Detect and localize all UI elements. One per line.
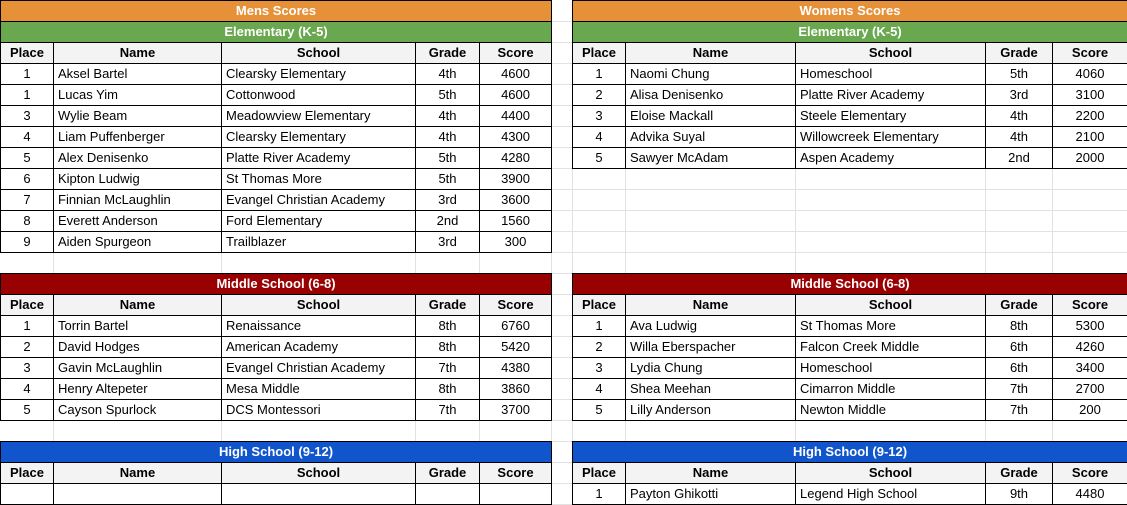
table-row	[1, 379, 552, 400]
cell-place[interactable]: 5	[1, 400, 54, 421]
womens-high-table	[572, 441, 1127, 505]
cell-name[interactable]: Advika Suyal	[626, 127, 796, 148]
cell-grade[interactable]: 7th	[986, 400, 1053, 421]
table-row	[1, 232, 552, 253]
mens-middle-label: Middle School (6-8)	[1, 274, 552, 295]
cell-school[interactable]: Legend High School	[796, 484, 986, 505]
cell-name[interactable]: Shea Meehan	[626, 379, 796, 400]
cell-grade[interactable]: 8th	[416, 379, 480, 400]
cell-score[interactable]: 6760	[480, 316, 552, 337]
cell-school[interactable]: American Academy	[222, 337, 416, 358]
cell-name[interactable]: Finnian McLaughlin	[54, 190, 222, 211]
cell-school[interactable]: Cottonwood	[222, 85, 416, 106]
cell-score[interactable]: 2000	[1053, 148, 1127, 169]
cell-score[interactable]: 2100	[1053, 127, 1127, 148]
cell-score[interactable]: 3900	[480, 169, 552, 190]
cell-school[interactable]: Mesa Middle	[222, 379, 416, 400]
header-place: Place	[1, 295, 54, 316]
table-row	[573, 316, 1127, 337]
cell-name[interactable]: Naomi Chung	[626, 64, 796, 85]
header-name: Name	[54, 463, 222, 484]
cell-place[interactable]: 2	[573, 337, 626, 358]
header-place: Place	[573, 43, 626, 64]
header-school: School	[796, 295, 986, 316]
womens-elementary-table	[572, 0, 1127, 169]
cell-school[interactable]: Platte River Academy	[796, 85, 986, 106]
header-grade: Grade	[416, 295, 480, 316]
table-row	[573, 64, 1127, 85]
cell-score[interactable]	[480, 484, 552, 505]
cell-name[interactable]: Everett Anderson	[54, 211, 222, 232]
cell-grade[interactable]: 8th	[986, 316, 1053, 337]
header-name: Name	[54, 43, 222, 64]
mens-middle-table	[0, 273, 552, 421]
table-row	[1, 64, 552, 85]
cell-score[interactable]: 200	[1053, 400, 1127, 421]
header-score: Score	[480, 43, 552, 64]
header-name: Name	[626, 43, 796, 64]
cell-name[interactable]: David Hodges	[54, 337, 222, 358]
header-school: School	[222, 43, 416, 64]
table-row	[1, 148, 552, 169]
cell-school[interactable]: Meadowview Elementary	[222, 106, 416, 127]
cell-school[interactable]: DCS Montessori	[222, 400, 416, 421]
cell-name[interactable]: Ava Ludwig	[626, 316, 796, 337]
table-row	[1, 400, 552, 421]
header-grade: Grade	[986, 295, 1053, 316]
cell-score[interactable]: 300	[480, 232, 552, 253]
header-name: Name	[54, 295, 222, 316]
cell-score[interactable]: 4060	[1053, 64, 1127, 85]
cell-name[interactable]: Cayson Spurlock	[54, 400, 222, 421]
header-grade: Grade	[416, 43, 480, 64]
table-row	[1, 484, 552, 505]
cell-name[interactable]: Willa Eberspacher	[626, 337, 796, 358]
cell-place[interactable]: 1	[1, 316, 54, 337]
header-school: School	[222, 295, 416, 316]
cell-place[interactable]: 3	[573, 358, 626, 379]
table-row	[573, 148, 1127, 169]
table-row	[1, 190, 552, 211]
header-name: Name	[626, 295, 796, 316]
cell-grade[interactable]: 5th	[416, 85, 480, 106]
cell-name[interactable]: Lucas Yim	[54, 85, 222, 106]
cell-place[interactable]: 1	[573, 316, 626, 337]
womens-elementary-label: Elementary (K-5)	[573, 22, 1127, 43]
table-row	[573, 337, 1127, 358]
table-row	[573, 85, 1127, 106]
table-row	[1, 358, 552, 379]
cell-name[interactable]: Alisa Denisenko	[626, 85, 796, 106]
cell-grade[interactable]: 4th	[416, 106, 480, 127]
cell-score[interactable]: 4400	[480, 106, 552, 127]
header-place: Place	[573, 463, 626, 484]
table-row	[1, 316, 552, 337]
cell-grade[interactable]: 5th	[416, 169, 480, 190]
header-place: Place	[573, 295, 626, 316]
cell-place[interactable]: 2	[573, 85, 626, 106]
cell-place[interactable]: 1	[573, 484, 626, 505]
cell-school[interactable]: Homeschool	[796, 64, 986, 85]
mens-high-label: High School (9-12)	[1, 442, 552, 463]
table-row	[1, 85, 552, 106]
cell-score[interactable]: 3100	[1053, 85, 1127, 106]
table-row	[573, 379, 1127, 400]
cell-school[interactable]: St Thomas More	[796, 316, 986, 337]
cell-score[interactable]: 4260	[1053, 337, 1127, 358]
cell-school[interactable]: Willowcreek Elementary	[796, 127, 986, 148]
cell-score[interactable]: 4600	[480, 85, 552, 106]
cell-place[interactable]: 3	[573, 106, 626, 127]
cell-place[interactable]: 4	[573, 127, 626, 148]
cell-grade[interactable]: 3rd	[416, 232, 480, 253]
cell-name[interactable]: Kipton Ludwig	[54, 169, 222, 190]
cell-school[interactable]: Aspen Academy	[796, 148, 986, 169]
cell-score[interactable]: 3700	[480, 400, 552, 421]
cell-name[interactable]: Aiden Spurgeon	[54, 232, 222, 253]
table-row	[1, 211, 552, 232]
header-score: Score	[1053, 43, 1127, 64]
cell-school[interactable]: Newton Middle	[796, 400, 986, 421]
cell-place[interactable]: 3	[1, 106, 54, 127]
cell-name[interactable]: Alex Denisenko	[54, 148, 222, 169]
cell-score[interactable]: 3600	[480, 190, 552, 211]
cell-grade[interactable]: 7th	[416, 358, 480, 379]
mens-scores-title: Mens Scores	[1, 1, 552, 22]
table-row	[573, 484, 1127, 505]
cell-score[interactable]: 3860	[480, 379, 552, 400]
cell-score[interactable]: 5420	[480, 337, 552, 358]
cell-school[interactable]: Ford Elementary	[222, 211, 416, 232]
mens-high-table	[0, 441, 552, 505]
cell-score[interactable]: 4380	[480, 358, 552, 379]
mens-elementary-header-row	[1, 43, 552, 64]
womens-elementary-header-row	[573, 43, 1127, 64]
cell-school[interactable]: Clearsky Elementary	[222, 64, 416, 85]
header-place: Place	[1, 463, 54, 484]
cell-grade[interactable]: 8th	[416, 316, 480, 337]
cell-name[interactable]	[54, 484, 222, 505]
cell-grade[interactable]: 6th	[986, 358, 1053, 379]
cell-score[interactable]: 4280	[480, 148, 552, 169]
cell-place[interactable]: 5	[573, 400, 626, 421]
cell-grade[interactable]: 8th	[416, 337, 480, 358]
cell-name[interactable]: Sawyer McAdam	[626, 148, 796, 169]
header-school: School	[222, 463, 416, 484]
cell-grade[interactable]: 2nd	[416, 211, 480, 232]
cell-grade[interactable]: 2nd	[986, 148, 1053, 169]
table-row	[573, 127, 1127, 148]
cell-name[interactable]: Lilly Anderson	[626, 400, 796, 421]
cell-score[interactable]: 1560	[480, 211, 552, 232]
cell-place[interactable]: 4	[1, 379, 54, 400]
cell-grade[interactable]: 5th	[986, 64, 1053, 85]
cell-place[interactable]: 2	[1, 337, 54, 358]
cell-name[interactable]: Aksel Bartel	[54, 64, 222, 85]
header-school: School	[796, 43, 986, 64]
cell-score[interactable]: 4300	[480, 127, 552, 148]
cell-name[interactable]: Lydia Chung	[626, 358, 796, 379]
womens-high-header-row	[573, 463, 1127, 484]
header-grade: Grade	[416, 463, 480, 484]
cell-name[interactable]: Gavin McLaughlin	[54, 358, 222, 379]
mens-elementary-table	[0, 0, 552, 253]
womens-high-label: High School (9-12)	[573, 442, 1127, 463]
mens-middle-header-row	[1, 295, 552, 316]
cell-grade[interactable]: 9th	[986, 484, 1053, 505]
header-grade: Grade	[986, 463, 1053, 484]
cell-school[interactable]: Steele Elementary	[796, 106, 986, 127]
cell-school[interactable]: Homeschool	[796, 358, 986, 379]
table-row	[1, 127, 552, 148]
cell-score[interactable]: 4600	[480, 64, 552, 85]
cell-place[interactable]: 7	[1, 190, 54, 211]
cell-score[interactable]: 4480	[1053, 484, 1127, 505]
cell-school[interactable]: Falcon Creek Middle	[796, 337, 986, 358]
table-row	[573, 358, 1127, 379]
cell-school[interactable]	[222, 484, 416, 505]
cell-name[interactable]: Eloise Mackall	[626, 106, 796, 127]
cell-grade[interactable]	[416, 484, 480, 505]
cell-school[interactable]: Trailblazer	[222, 232, 416, 253]
cell-grade[interactable]: 5th	[416, 148, 480, 169]
cell-grade[interactable]: 4th	[416, 127, 480, 148]
cell-grade[interactable]: 7th	[986, 379, 1053, 400]
womens-middle-label: Middle School (6-8)	[573, 274, 1127, 295]
cell-name[interactable]: Liam Puffenberger	[54, 127, 222, 148]
cell-name[interactable]: Torrin Bartel	[54, 316, 222, 337]
header-score: Score	[1053, 463, 1127, 484]
cell-school[interactable]: Evangel Christian Academy	[222, 190, 416, 211]
cell-place[interactable]: 4	[1, 127, 54, 148]
cell-score[interactable]: 3400	[1053, 358, 1127, 379]
header-school: School	[796, 463, 986, 484]
cell-place[interactable]	[1, 484, 54, 505]
header-grade: Grade	[986, 43, 1053, 64]
cell-place[interactable]: 1	[1, 85, 54, 106]
cell-place[interactable]: 6	[1, 169, 54, 190]
mens-high-header-row	[1, 463, 552, 484]
cell-school[interactable]: Cimarron Middle	[796, 379, 986, 400]
cell-grade[interactable]: 3rd	[986, 85, 1053, 106]
header-place: Place	[1, 43, 54, 64]
cell-place[interactable]: 9	[1, 232, 54, 253]
table-row	[1, 337, 552, 358]
cell-score[interactable]: 2200	[1053, 106, 1127, 127]
cell-grade[interactable]: 4th	[416, 64, 480, 85]
womens-scores-title: Womens Scores	[573, 1, 1127, 22]
cell-name[interactable]: Payton Ghikotti	[626, 484, 796, 505]
cell-place[interactable]: 4	[573, 379, 626, 400]
cell-place[interactable]: 8	[1, 211, 54, 232]
cell-place[interactable]: 3	[1, 358, 54, 379]
cell-name[interactable]: Henry Altepeter	[54, 379, 222, 400]
womens-middle-table	[572, 273, 1127, 421]
cell-school[interactable]: Evangel Christian Academy	[222, 358, 416, 379]
cell-grade[interactable]: 7th	[416, 400, 480, 421]
cell-place[interactable]: 5	[1, 148, 54, 169]
cell-score[interactable]: 2700	[1053, 379, 1127, 400]
cell-school[interactable]: St Thomas More	[222, 169, 416, 190]
cell-grade[interactable]: 4th	[986, 106, 1053, 127]
cell-grade[interactable]: 4th	[986, 127, 1053, 148]
header-score: Score	[1053, 295, 1127, 316]
table-row	[573, 106, 1127, 127]
header-score: Score	[480, 463, 552, 484]
cell-score[interactable]: 5300	[1053, 316, 1127, 337]
table-row	[573, 400, 1127, 421]
cell-place[interactable]: 1	[573, 64, 626, 85]
womens-middle-header-row	[573, 295, 1127, 316]
cell-school[interactable]: Clearsky Elementary	[222, 127, 416, 148]
cell-place[interactable]: 5	[573, 148, 626, 169]
table-row	[1, 169, 552, 190]
table-row	[1, 106, 552, 127]
cell-place[interactable]: 1	[1, 64, 54, 85]
cell-school[interactable]: Renaissance	[222, 316, 416, 337]
header-name: Name	[626, 463, 796, 484]
mens-elementary-label: Elementary (K-5)	[1, 22, 552, 43]
cell-grade[interactable]: 6th	[986, 337, 1053, 358]
cell-name[interactable]: Wylie Beam	[54, 106, 222, 127]
cell-grade[interactable]: 3rd	[416, 190, 480, 211]
header-score: Score	[480, 295, 552, 316]
cell-school[interactable]: Platte River Academy	[222, 148, 416, 169]
